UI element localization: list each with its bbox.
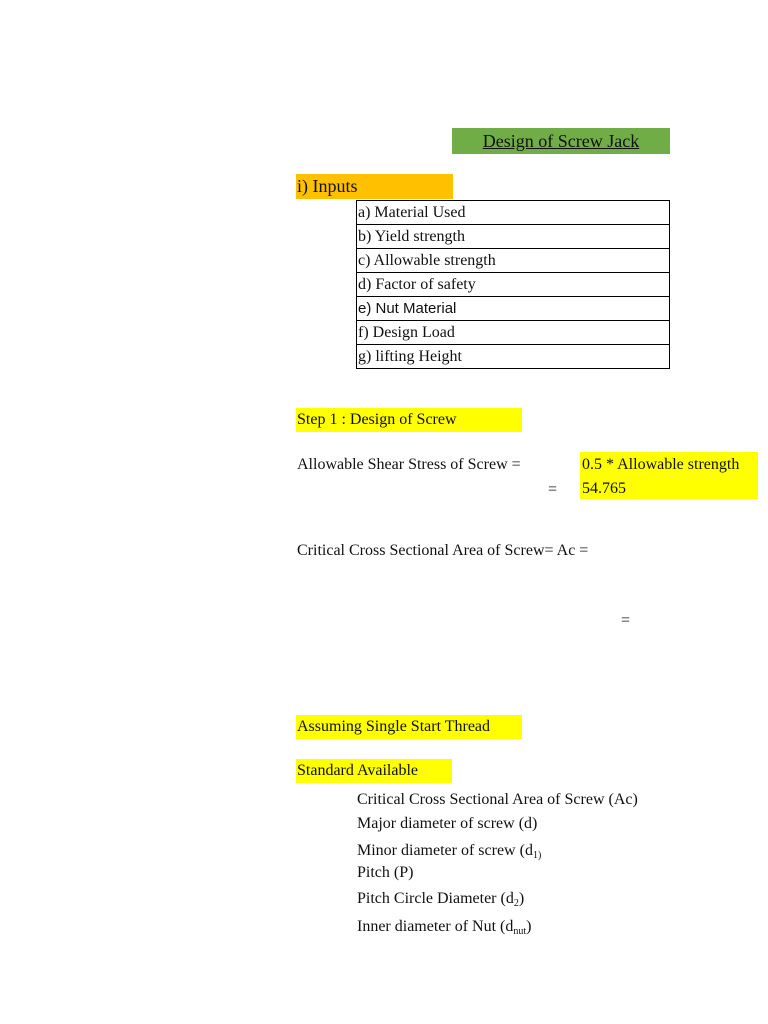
input-label: b) Yield strength	[357, 225, 670, 249]
standard-item: Minor diameter of screw ($d_{1)}$	[357, 842, 542, 861]
standard-item: Pitch Circle Diameter $(d_2)$	[357, 890, 525, 909]
critical-area-label: Critical Cross Sectional Area of Screw= Ac =	[297, 542, 589, 559]
input-label: a) Material Used	[357, 201, 670, 225]
assumption-heading: Assuming Single Start Thread	[296, 715, 522, 739]
input-label: g) lifting Height	[357, 345, 670, 369]
standard-item: Critical Cross Sectional Area of Screw (Ac)	[357, 791, 638, 808]
shear-stress-value: 54.765	[582, 480, 626, 497]
shear-stress-cell	[580, 452, 758, 499]
document-title	[452, 128, 670, 154]
table-row	[357, 201, 670, 225]
step1-heading: Step 1 : Design of Screw	[296, 408, 522, 432]
inputs-heading: i) Inputs	[296, 174, 453, 199]
table-row	[357, 297, 670, 321]
shear-stress-label: Allowable Shear Stress of Screw =	[297, 456, 521, 473]
input-label: d) Factor of safety	[357, 273, 670, 297]
table-row	[357, 225, 670, 249]
input-label: e) Nut Material	[357, 297, 670, 321]
standard-item: Pitch (P)	[357, 864, 414, 881]
inputs-table	[356, 200, 670, 369]
input-label: f) Design Load	[357, 321, 670, 345]
table-row	[357, 321, 670, 345]
table-row	[357, 345, 670, 369]
standard-item: Major diameter of screw (d)	[357, 815, 538, 832]
shear-stress-formula: 0.5 * Allowable strength	[582, 456, 740, 473]
equals-sign: =	[621, 612, 631, 629]
document-title-text: Design of Screw Jack	[482, 130, 640, 151]
standard-item: Inner diameter of Nut $(d_{nut})$	[357, 918, 532, 937]
standard-heading: Standard Available	[296, 759, 452, 783]
table-row	[357, 273, 670, 297]
input-label: c) Allowable strength	[357, 249, 670, 273]
equals-sign: =	[548, 481, 558, 498]
table-row	[357, 249, 670, 273]
